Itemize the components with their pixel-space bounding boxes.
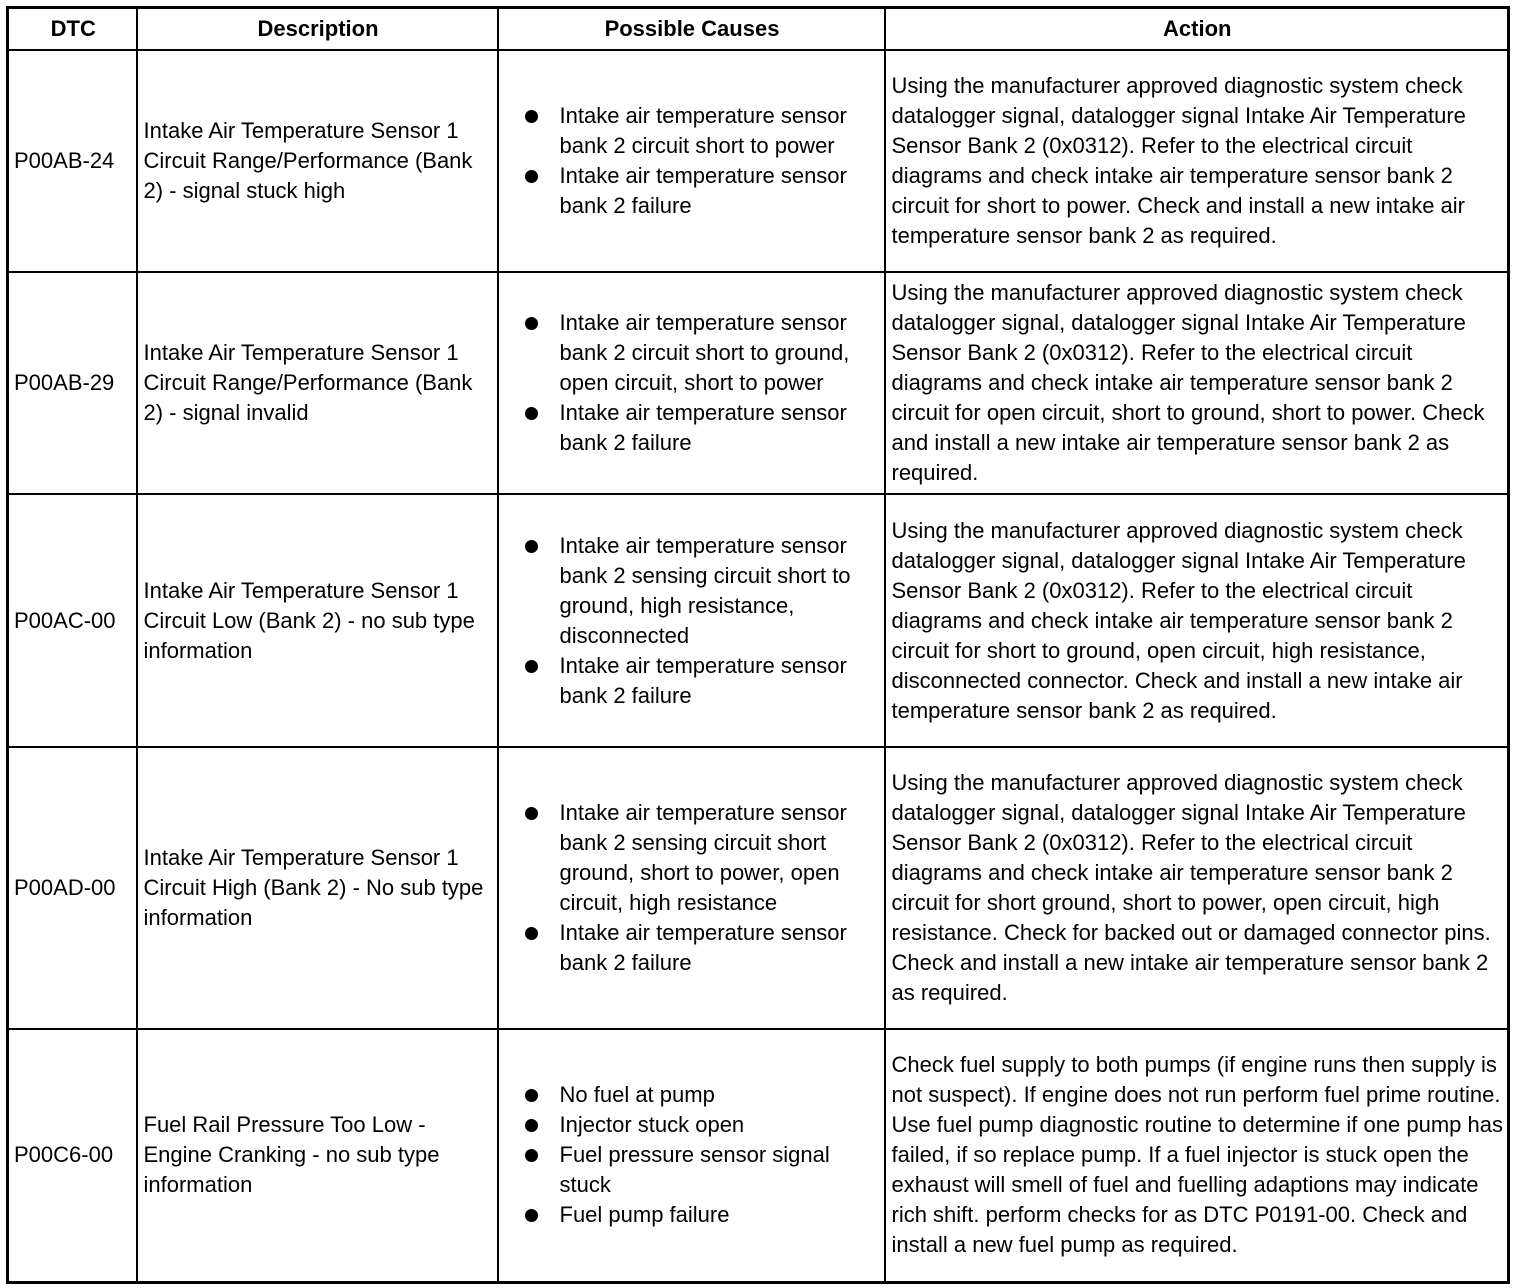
possible-causes-cell	[498, 494, 885, 747]
table-row	[8, 50, 1509, 272]
cause-item: Intake air temperature sensor bank 2 circuit short to ground, open circuit, short to power	[523, 308, 880, 398]
action-cell: Using the manufacturer approved diagnostic system check datalogger signal, datalogger signal Intake Air Temperature Sensor Bank 2 (0x0312). Refer to the electrical circuit diagrams and check intake air temperature sensor bank 2 circuit for open circuit, short to ground, short to power. Check and install a new intake air temperature sensor bank 2 as required.	[885, 272, 1509, 494]
action-cell: Using the manufacturer approved diagnostic system check datalogger signal, datalogger signal Intake Air Temperature Sensor Bank 2 (0x0312). Refer to the electrical circuit diagrams and check intake air temperature sensor bank 2 circuit for short to ground, open circuit, high resistance, disconnected connector. Check and install a new intake air temperature sensor bank 2 as required.	[885, 494, 1509, 747]
possible-causes-cell	[498, 50, 885, 272]
dtc-code: P00AC-00	[8, 494, 137, 747]
causes-list	[505, 531, 880, 711]
dtc-code: P00AB-29	[8, 272, 137, 494]
header-possible-causes: Possible Causes	[498, 8, 885, 51]
dtc-code: P00AD-00	[8, 747, 137, 1029]
causes-list	[505, 798, 880, 978]
dtc-code: P00AB-24	[8, 50, 137, 272]
causes-list	[505, 101, 880, 221]
cause-item: Injector stuck open	[523, 1110, 880, 1140]
description-cell: Fuel Rail Pressure Too Low - Engine Cranking - no sub type information	[137, 1029, 498, 1282]
action-cell: Using the manufacturer approved diagnostic system check datalogger signal, datalogger signal Intake Air Temperature Sensor Bank 2 (0x0312). Refer to the electrical circuit diagrams and check intake air temperature sensor bank 2 circuit for short to power. Check and install a new intake air temperature sensor bank 2 as required.	[885, 50, 1509, 272]
header-description: Description	[137, 8, 498, 51]
cause-item: Intake air temperature sensor bank 2 failure	[523, 918, 880, 978]
table-row	[8, 494, 1509, 747]
causes-list	[505, 1080, 880, 1230]
description-cell: Intake Air Temperature Sensor 1 Circuit Low (Bank 2) - no sub type information	[137, 494, 498, 747]
cause-item: Intake air temperature sensor bank 2 failure	[523, 651, 880, 711]
cause-item: Intake air temperature sensor bank 2 sensing circuit short to ground, high resistance, disconnected	[523, 531, 880, 651]
description-cell: Intake Air Temperature Sensor 1 Circuit Range/Performance (Bank 2) - signal stuck high	[137, 50, 498, 272]
dtc-code: P00C6-00	[8, 1029, 137, 1282]
action-cell: Check fuel supply to both pumps (if engine runs then supply is not suspect). If engine does not run perform fuel prime routine. Use fuel pump diagnostic routine to determine if one pump has failed, if so replace pump. If a fuel injector is stuck open the exhaust will smell of fuel and fuelling adaptions may indicate rich shift. perform checks for as DTC P0191-00. Check and install a new fuel pump as required.	[885, 1029, 1509, 1282]
table-row	[8, 272, 1509, 494]
description-cell: Intake Air Temperature Sensor 1 Circuit High (Bank 2) - No sub type information	[137, 747, 498, 1029]
description-cell: Intake Air Temperature Sensor 1 Circuit Range/Performance (Bank 2) - signal invalid	[137, 272, 498, 494]
possible-causes-cell	[498, 1029, 885, 1282]
cause-item: Intake air temperature sensor bank 2 circuit short to power	[523, 101, 880, 161]
cause-item: Fuel pressure sensor signal stuck	[523, 1140, 880, 1200]
action-cell: Using the manufacturer approved diagnostic system check datalogger signal, datalogger signal Intake Air Temperature Sensor Bank 2 (0x0312). Refer to the electrical circuit diagrams and check intake air temperature sensor bank 2 circuit for short ground, short to power, open circuit, high resistance. Check for backed out or damaged connector pins. Check and install a new intake air temperature sensor bank 2 as required.	[885, 747, 1509, 1029]
possible-causes-cell	[498, 747, 885, 1029]
causes-list	[505, 308, 880, 458]
cause-item: Fuel pump failure	[523, 1200, 880, 1230]
dtc-table	[6, 6, 1510, 1284]
table-row	[8, 1029, 1509, 1282]
possible-causes-cell	[498, 272, 885, 494]
header-dtc: DTC	[8, 8, 137, 51]
cause-item: Intake air temperature sensor bank 2 sensing circuit short ground, short to power, open circuit, high resistance	[523, 798, 880, 918]
header-row	[8, 8, 1509, 51]
cause-item: No fuel at pump	[523, 1080, 880, 1110]
header-action: Action	[885, 8, 1509, 51]
table-row	[8, 747, 1509, 1029]
cause-item: Intake air temperature sensor bank 2 failure	[523, 398, 880, 458]
cause-item: Intake air temperature sensor bank 2 failure	[523, 161, 880, 221]
